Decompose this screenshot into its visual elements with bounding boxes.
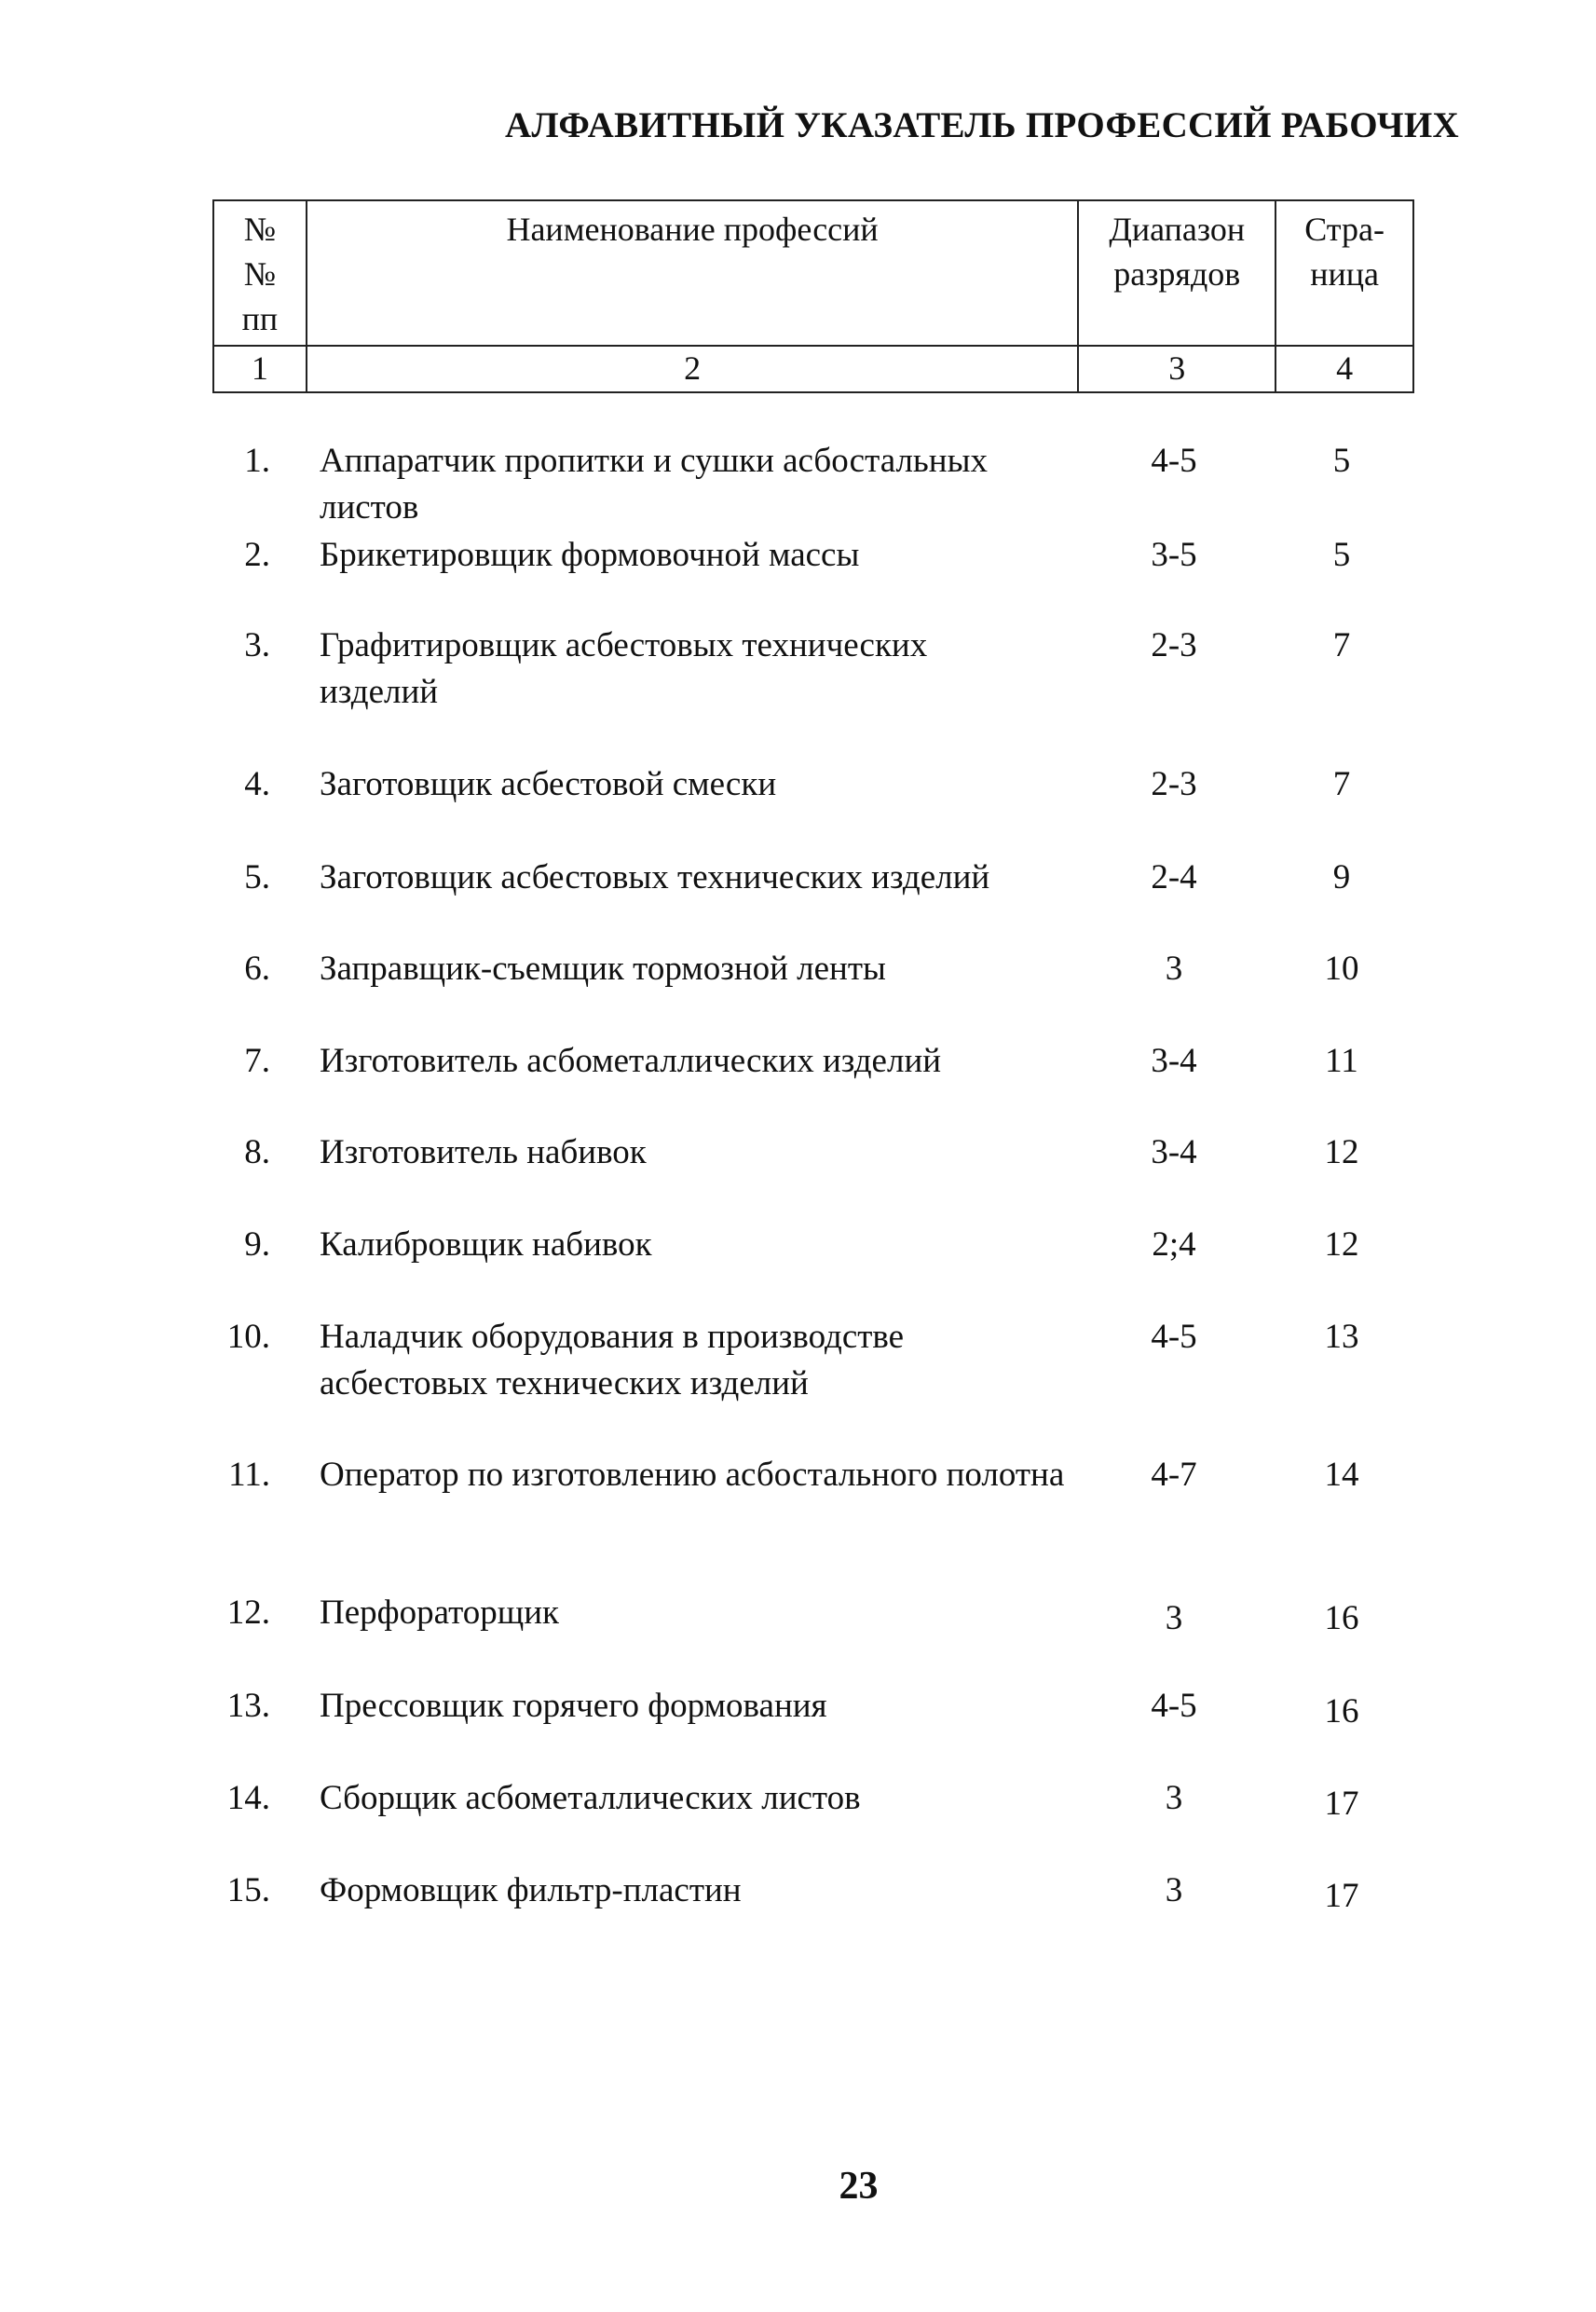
header-table [212, 199, 1414, 393]
item-page: 5 [1332, 442, 1351, 480]
item-name: Аппаратчик пропитки и сушки асбостальных листов [320, 442, 988, 527]
item-name: Калибровщик набивок [320, 1225, 652, 1264]
item-page: 9 [1332, 858, 1351, 896]
item-number: 2. [244, 536, 270, 574]
item-range: 2-3 [1151, 765, 1197, 803]
item-name: Формовщик фильтр-пластин [320, 1871, 742, 1909]
item-range: 2-4 [1151, 858, 1197, 896]
item-page: 7 [1332, 626, 1351, 664]
item-page: 17 [1324, 1877, 1359, 1915]
item-page: 16 [1324, 1599, 1359, 1637]
item-page: 17 [1324, 1785, 1359, 1823]
header-page-column: Стра- ница [1275, 200, 1413, 346]
item-number: 9. [244, 1225, 270, 1264]
item-number: 14. [226, 1779, 270, 1817]
item-name: Сборщик асбометаллических листов [320, 1779, 861, 1817]
item-page: 5 [1332, 536, 1351, 574]
header-num-1: 1 [213, 346, 307, 392]
item-name: Перфораторщик [320, 1594, 560, 1632]
header-number-row [213, 346, 1413, 392]
item-name: Оператор по изготовлению асбостального полотна [320, 1456, 1065, 1494]
item-name: Изготовитель асбометаллических изделий [320, 1042, 942, 1080]
item-page: 12 [1324, 1225, 1359, 1264]
item-number: 11. [228, 1456, 270, 1494]
item-page: 11 [1325, 1042, 1358, 1080]
item-range: 3 [1165, 1871, 1183, 1909]
page-title: АЛФАВИТНЫЙ УКАЗАТЕЛЬ ПРОФЕССИЙ РАБОЧИХ [505, 105, 1459, 145]
item-number: 4. [244, 765, 270, 803]
header-num-2: 2 [307, 346, 1079, 392]
header-num-4: 4 [1275, 346, 1413, 392]
item-number: 15. [226, 1871, 270, 1909]
item-range: 3 [1165, 1779, 1183, 1817]
item-range: 4-5 [1151, 1687, 1197, 1725]
item-number: 12. [226, 1594, 270, 1632]
item-range: 3-4 [1151, 1042, 1197, 1080]
item-number: 13. [226, 1687, 270, 1725]
item-range: 4-7 [1151, 1456, 1197, 1494]
item-name: Брикетировщик формовочной массы [320, 536, 860, 574]
item-page: 10 [1324, 950, 1359, 988]
header-row [213, 200, 1413, 346]
item-name: Прессовщик горячего формования [320, 1687, 827, 1725]
item-page: 14 [1324, 1456, 1359, 1494]
item-range: 4-5 [1151, 1318, 1197, 1356]
item-name: Наладчик оборудования в производстве асбестовых технических изделий [320, 1318, 905, 1402]
item-range: 2;4 [1152, 1225, 1196, 1264]
page-number: 23 [839, 2165, 879, 2208]
item-range: 4-5 [1151, 442, 1197, 480]
header-number-column: № № пп [213, 200, 307, 346]
item-name: Заправщик-съемщик тормозной ленты [320, 950, 886, 988]
item-number: 8. [244, 1133, 270, 1171]
item-name: Заготовщик асбестовых технических изделий [320, 858, 990, 896]
item-page: 13 [1324, 1318, 1359, 1356]
item-range: 3 [1165, 1599, 1183, 1637]
item-range: 3-4 [1151, 1133, 1197, 1171]
item-page: 12 [1324, 1133, 1359, 1171]
item-number: 3. [244, 626, 270, 664]
item-number: 5. [244, 858, 270, 896]
item-number: 1. [244, 442, 270, 480]
item-number: 10. [226, 1318, 270, 1356]
item-page: 7 [1332, 765, 1351, 803]
item-number: 7. [244, 1042, 270, 1080]
item-name: Графитировщик асбестовых технических изделий [320, 626, 928, 711]
item-range: 2-3 [1151, 626, 1197, 664]
item-range: 3 [1165, 950, 1183, 988]
header-range-column: Диапазон разрядов [1078, 200, 1275, 346]
item-range: 3-5 [1151, 536, 1197, 574]
header-name-column: Наименование профессий [307, 200, 1079, 346]
item-name: Заготовщик асбестовой смески [320, 765, 777, 803]
item-page: 16 [1324, 1692, 1359, 1731]
item-number: 6. [244, 950, 270, 988]
header-num-3: 3 [1078, 346, 1275, 392]
item-name: Изготовитель набивок [320, 1133, 647, 1171]
